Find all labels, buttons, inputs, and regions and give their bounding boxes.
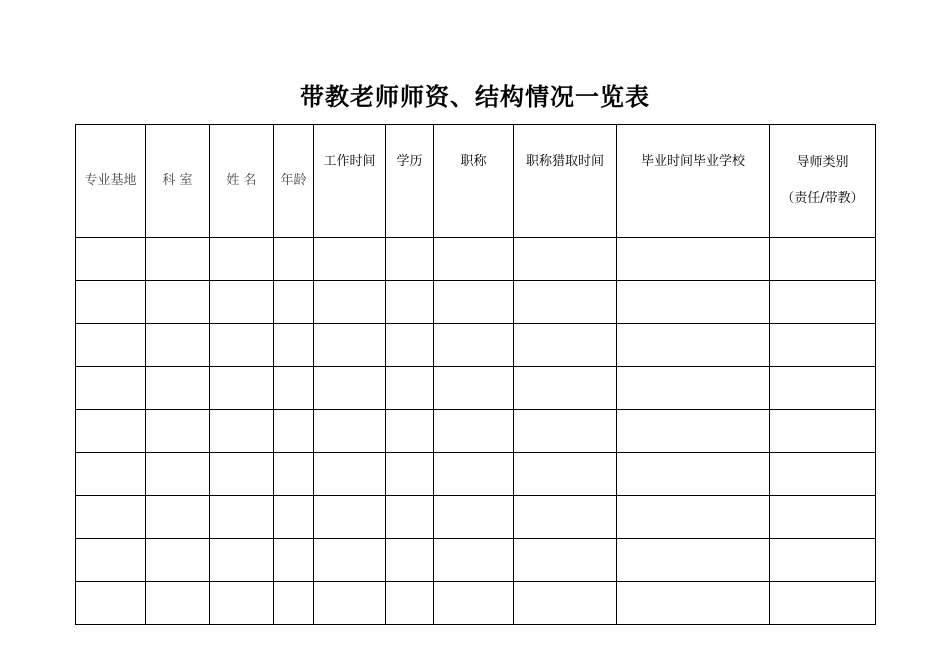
table-cell[interactable] — [770, 367, 876, 410]
table-cell[interactable] — [210, 238, 274, 281]
table-cell[interactable] — [770, 238, 876, 281]
table-cell[interactable] — [617, 410, 770, 453]
table-cell[interactable] — [274, 453, 314, 496]
table-row — [76, 324, 876, 367]
table-cell[interactable] — [434, 281, 514, 324]
table-cell[interactable] — [434, 496, 514, 539]
table-cell[interactable] — [770, 582, 876, 625]
table-cell[interactable] — [314, 367, 386, 410]
table-cell[interactable] — [314, 281, 386, 324]
header-department: 科 室 — [146, 125, 210, 238]
table-cell[interactable] — [76, 539, 146, 582]
table-cell[interactable] — [76, 453, 146, 496]
header-title-obtained-date: 职称猎取时间 — [514, 125, 617, 238]
header-work-start: 工作时间 — [314, 125, 386, 238]
header-row — [76, 125, 876, 238]
table-cell[interactable] — [274, 410, 314, 453]
table-cell[interactable] — [76, 367, 146, 410]
table-cell[interactable] — [617, 367, 770, 410]
header-mentor-type — [770, 125, 876, 238]
table-cell[interactable] — [146, 281, 210, 324]
header-name: 姓 名 — [210, 125, 274, 238]
table-cell[interactable] — [434, 539, 514, 582]
table-cell[interactable] — [146, 539, 210, 582]
table-cell[interactable] — [617, 281, 770, 324]
table-cell[interactable] — [434, 324, 514, 367]
table-cell[interactable] — [210, 453, 274, 496]
table-cell[interactable] — [314, 238, 386, 281]
table-cell[interactable] — [770, 496, 876, 539]
table-cell[interactable] — [434, 453, 514, 496]
table-cell[interactable] — [76, 582, 146, 625]
table-row — [76, 238, 876, 281]
table-cell[interactable] — [210, 539, 274, 582]
teacher-roster-table — [75, 124, 876, 625]
table-cell[interactable] — [770, 539, 876, 582]
table-cell[interactable] — [617, 582, 770, 625]
table-cell[interactable] — [514, 238, 617, 281]
table-cell[interactable] — [617, 324, 770, 367]
table-cell[interactable] — [514, 410, 617, 453]
table-cell[interactable] — [210, 496, 274, 539]
table-row — [76, 410, 876, 453]
table-cell[interactable] — [210, 324, 274, 367]
table-cell[interactable] — [76, 410, 146, 453]
table-cell[interactable] — [146, 582, 210, 625]
table-cell[interactable] — [274, 281, 314, 324]
table-cell[interactable] — [386, 410, 434, 453]
table-cell[interactable] — [274, 367, 314, 410]
table-cell[interactable] — [514, 281, 617, 324]
table-cell[interactable] — [146, 238, 210, 281]
table-row — [76, 539, 876, 582]
table-cell[interactable] — [386, 324, 434, 367]
table-cell[interactable] — [274, 238, 314, 281]
table-row — [76, 367, 876, 410]
table-cell[interactable] — [146, 496, 210, 539]
table-cell[interactable] — [770, 453, 876, 496]
table-cell[interactable] — [514, 539, 617, 582]
table-cell[interactable] — [210, 281, 274, 324]
table-row — [76, 496, 876, 539]
table-cell[interactable] — [514, 496, 617, 539]
table-cell[interactable] — [314, 496, 386, 539]
table-cell[interactable] — [210, 410, 274, 453]
table-cell[interactable] — [514, 324, 617, 367]
table-cell[interactable] — [146, 453, 210, 496]
table-cell[interactable] — [274, 582, 314, 625]
table-cell[interactable] — [146, 367, 210, 410]
table-cell[interactable] — [274, 539, 314, 582]
table-cell[interactable] — [314, 453, 386, 496]
table-cell[interactable] — [770, 410, 876, 453]
table-cell[interactable] — [386, 539, 434, 582]
page-title: 带教老师师资、结构情况一览表 — [300, 83, 650, 111]
table-cell[interactable] — [210, 367, 274, 410]
table-cell[interactable] — [514, 453, 617, 496]
header-education: 学历 — [386, 125, 434, 238]
table-cell[interactable] — [434, 367, 514, 410]
table-cell[interactable] — [210, 582, 274, 625]
header-age: 年龄 — [274, 125, 314, 238]
header-mentor-type-label: 导师类别 — [796, 155, 849, 170]
table-cell[interactable] — [386, 496, 434, 539]
table-cell[interactable] — [617, 453, 770, 496]
table-cell[interactable] — [314, 582, 386, 625]
table-cell[interactable] — [514, 367, 617, 410]
header-specialty-base: 专业基地 — [76, 125, 146, 238]
table-cell[interactable] — [770, 281, 876, 324]
table-cell[interactable] — [386, 582, 434, 625]
table-row — [76, 453, 876, 496]
table-cell[interactable] — [274, 496, 314, 539]
table-row — [76, 582, 876, 625]
table-cell[interactable] — [514, 582, 617, 625]
table-cell[interactable] — [770, 324, 876, 367]
table-cell[interactable] — [386, 453, 434, 496]
table-cell[interactable] — [617, 238, 770, 281]
table-cell[interactable] — [434, 238, 514, 281]
table-row — [76, 281, 876, 324]
table-cell[interactable] — [76, 324, 146, 367]
table-cell[interactable] — [274, 324, 314, 367]
table-cell[interactable] — [314, 324, 386, 367]
table-cell[interactable] — [386, 238, 434, 281]
table-cell[interactable] — [617, 496, 770, 539]
table-cell[interactable] — [314, 410, 386, 453]
table-cell[interactable] — [146, 324, 210, 367]
table-cell[interactable] — [386, 281, 434, 324]
table-body — [76, 238, 876, 625]
header-mentor-type-options: （责任/带教） — [781, 191, 864, 206]
table-cell[interactable] — [617, 539, 770, 582]
table-cell[interactable] — [314, 539, 386, 582]
table-cell[interactable] — [146, 410, 210, 453]
header-title: 职称 — [434, 125, 514, 238]
table-cell[interactable] — [434, 582, 514, 625]
table-cell[interactable] — [386, 367, 434, 410]
header-graduation: 毕业时间毕业学校 — [617, 125, 770, 238]
table-cell[interactable] — [434, 410, 514, 453]
table-cell[interactable] — [76, 496, 146, 539]
table-cell[interactable] — [76, 281, 146, 324]
table-cell[interactable] — [76, 238, 146, 281]
